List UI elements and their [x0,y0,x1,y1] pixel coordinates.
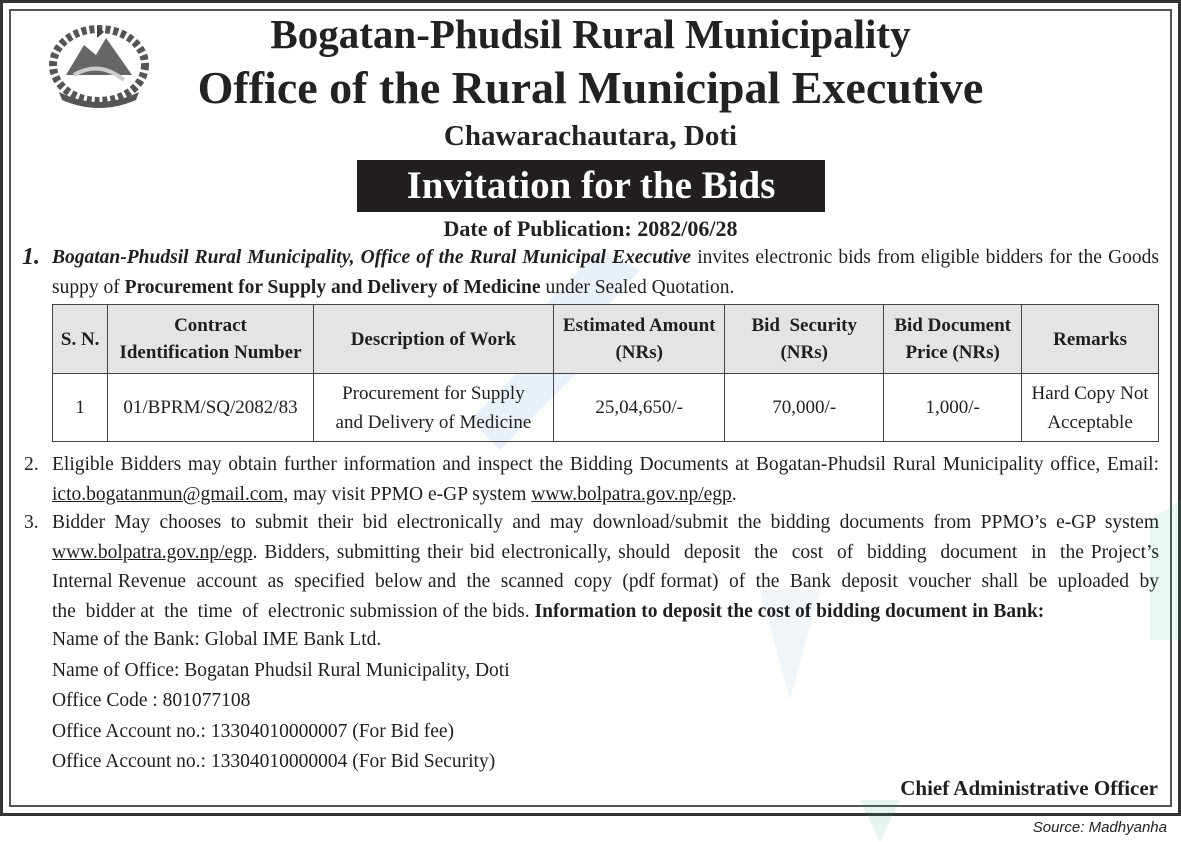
paragraph-1 [22,243,1159,302]
paragraph-text: . Bidders, submitting their bid electronically, should deposit the cost of bidding document in the Project’s Internal Revenue account as specified below and the scanned copy (pdf format) of the Bank deposit voucher shall be uploaded by the bidder at the time of electronic submission of the bids. [52,541,1169,622]
office-name: Office of the Rural Municipal Executive [197,62,984,113]
paragraph-number: 1. [22,244,40,270]
cell-remarks: Hard Copy Not Acceptable [1022,374,1159,442]
signatory-title: Chief Administrative Officer [900,776,1158,800]
cell-sn: 1 [53,374,108,442]
paragraph-text: under Sealed Quotation. [540,276,735,298]
paragraph-text: Bidder May chooses to submit their bid electronically and may download/submit the bidding documents from PPMO’s e-GP system [52,512,1159,533]
paragraph-number: 3. [24,512,39,533]
email-link[interactable]: icto.bogatanmun@gmail.com [52,483,284,505]
publication-date: Date of Publication: 2082/06/28 [443,216,738,241]
paragraph-text: , may visit PPMO e-GP system [283,483,532,505]
office-code: Office Code : 801077108 [52,690,251,711]
issuer-name: Bogatan-Phudsil Rural Municipality, Office of the Rural Municipal Executive [52,247,692,268]
cell-contract-id: 01/BPRM/SQ/2082/83 [108,374,313,442]
office-location: Chawarachautara, Doti [443,120,738,152]
bank-info-heading: Information to deposit the cost of bidding document in Bank: [534,600,1045,622]
paragraph-text: invites electronic bids from eligible bidders for the Goods suppy of [52,247,1159,298]
header-bid-security: Bid Security (NRs) [725,305,884,374]
bank-details [52,625,510,778]
office-name-detail: Name of Office: Bogatan Phudsil Rural Municipality, Doti [52,659,510,681]
paragraph-number: 2. [24,454,39,475]
header-contract-id: Contract Identification Number [108,305,313,374]
cell-estimated-amount: 25,04,650/- [554,374,725,442]
paragraph-text: . [731,483,737,505]
bid-table [52,304,1159,442]
municipality-name: Bogatan-Phudsil Rural Municipality [270,11,911,57]
procurement-title: Procurement for Supply and Delivery of Medicine [124,276,541,298]
header-estimated-amount: Estimated Amount (NRs) [554,305,725,374]
paragraph-text: Eligible Bidders may obtain further information and inspect the Bidding Documents at Bogatan-Phudsil Rural Municipality office, Email: [52,454,1159,475]
table-header-row [53,305,1159,374]
account-bid-fee: Office Account no.: 13304010000007 (For Bid fee) [52,720,455,742]
paragraph-2 [24,450,1159,509]
account-bid-security: Office Account no.: 13304010000004 (For Bid Security) [52,751,496,772]
cell-doc-price: 1,000/- [884,374,1022,442]
source-credit: Source: Madhyanha [1032,819,1167,836]
header-remarks: Remarks [1022,305,1159,374]
table-row [53,374,1159,442]
notice-title-banner: Invitation for the Bids [357,160,825,212]
header-sn: S. N. [53,305,108,374]
header-doc-price: Bid Document Price (NRs) [884,305,1022,374]
egp-link[interactable]: www.bolpatra.gov.np/egp [531,483,732,505]
egp-link[interactable]: www.bolpatra.gov.np/egp [52,541,253,563]
cell-bid-security: 70,000/- [725,374,884,442]
paragraph-3 [24,508,1169,626]
header-description: Description of Work [313,305,554,374]
cell-description: Procurement for Supply and Delivery of Medicine [313,374,554,442]
bank-name: Name of the Bank: Global IME Bank Ltd. [52,629,382,650]
